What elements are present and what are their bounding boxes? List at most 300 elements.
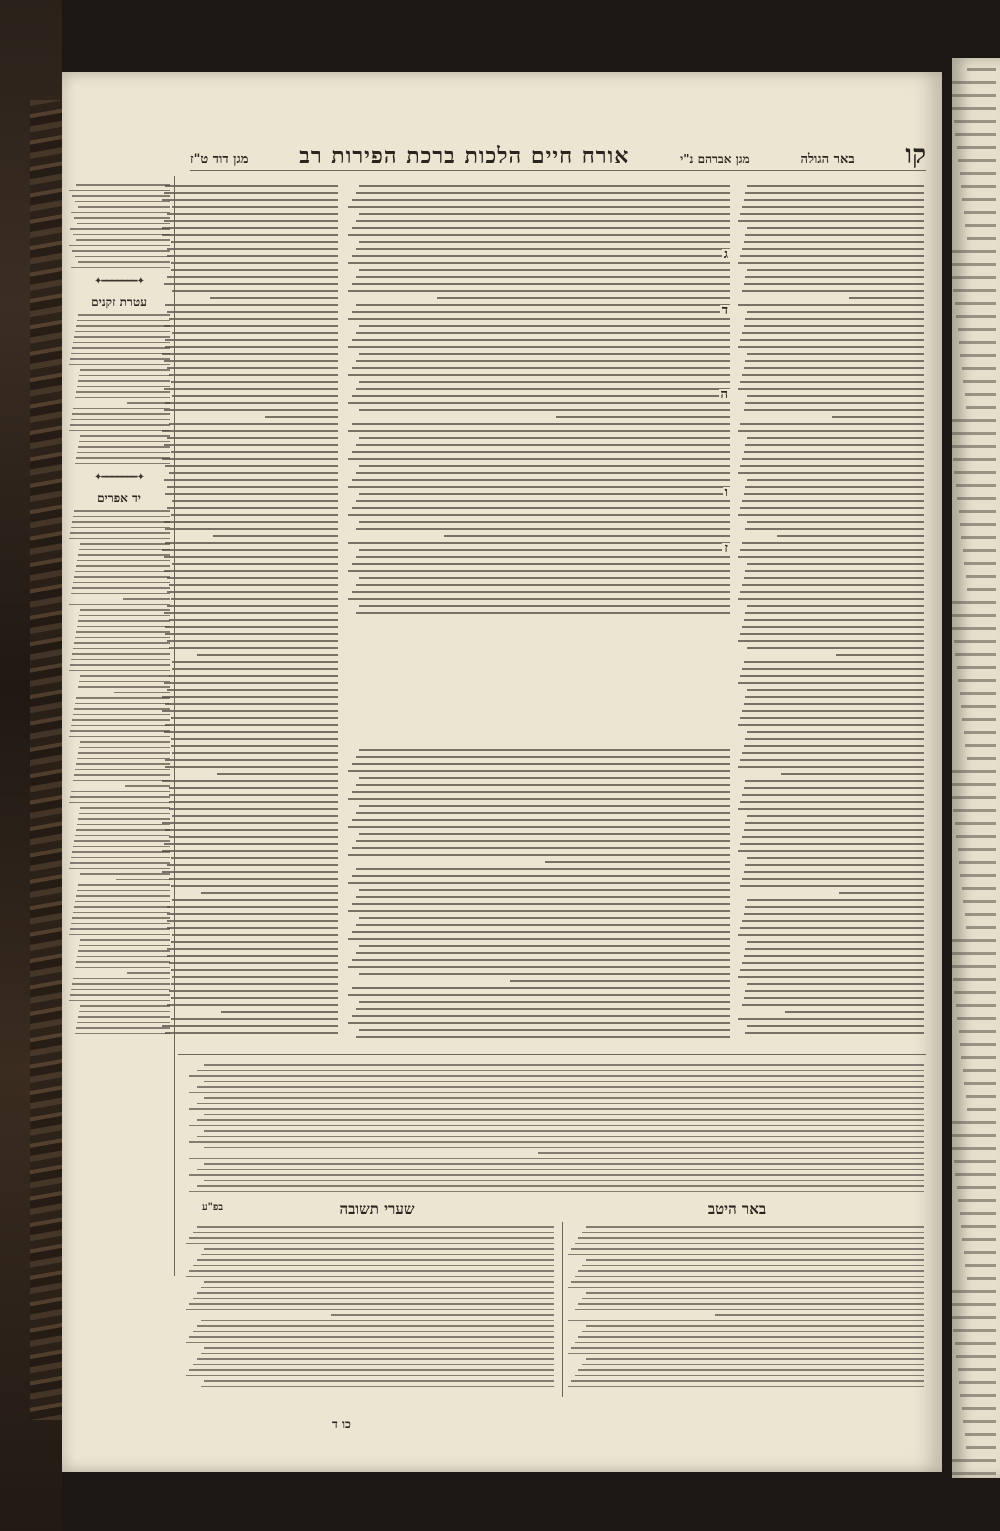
- text-line: [586, 1292, 924, 1294]
- text-line: [162, 199, 338, 201]
- text-line: [165, 402, 338, 404]
- footer-signature: כו ד: [332, 1417, 351, 1431]
- text-line: [79, 1011, 170, 1013]
- text-line: [359, 577, 730, 579]
- text-line: [348, 1022, 730, 1024]
- text-line: [186, 1276, 554, 1278]
- text-line: [167, 437, 338, 439]
- text-line: [738, 976, 924, 978]
- text-line: [77, 452, 170, 454]
- text-line: [742, 920, 924, 922]
- facing-text-line: [952, 432, 996, 435]
- text-line: [78, 620, 170, 622]
- facing-text-line: [956, 1004, 996, 1007]
- facing-text-line: [952, 1147, 996, 1150]
- facing-text-line: [960, 1212, 996, 1215]
- text-line: [79, 681, 170, 683]
- text-line: [348, 262, 730, 264]
- text-line: [204, 1380, 554, 1382]
- text-line: [189, 1270, 554, 1272]
- text-line: [125, 785, 170, 787]
- text-line: [359, 269, 730, 271]
- text-line: [352, 339, 730, 341]
- text-line: [745, 864, 924, 866]
- text-line: [169, 801, 338, 803]
- text-line: [747, 311, 924, 313]
- text-line: [738, 262, 924, 264]
- text-line: [747, 185, 924, 187]
- facing-text-line: [966, 1446, 996, 1449]
- facing-text-line: [952, 276, 996, 279]
- text-line: [189, 1174, 924, 1176]
- text-line: [742, 458, 924, 460]
- text-line: [738, 304, 924, 306]
- text-line: [189, 1108, 924, 1110]
- text-line: [167, 948, 338, 950]
- text-line: [575, 1276, 924, 1278]
- text-line: [78, 686, 170, 688]
- text-line: [171, 514, 338, 516]
- text-line: [79, 441, 170, 443]
- main-commentary: [344, 744, 730, 1044]
- facing-text-line: [952, 81, 996, 84]
- text-line: [742, 584, 924, 586]
- text-line: [186, 1375, 554, 1377]
- text-line: [738, 640, 924, 642]
- text-line: [71, 593, 170, 595]
- text-line: [171, 1018, 338, 1020]
- text-line: [169, 990, 338, 992]
- text-line: [73, 516, 170, 518]
- text-line: [538, 1152, 924, 1154]
- text-line: [359, 185, 730, 187]
- text-line: [78, 380, 170, 382]
- text-line: [197, 1070, 924, 1072]
- ornament-divider: ✦━━━━━━━✦: [94, 472, 144, 483]
- text-line: [352, 255, 730, 257]
- text-line: [742, 962, 924, 964]
- paragraph-marker: ד: [721, 303, 728, 318]
- facing-text-line: [962, 1238, 996, 1241]
- text-line: [77, 386, 170, 388]
- text-line: [75, 1033, 170, 1035]
- text-line: [167, 591, 338, 593]
- text-line: [74, 510, 170, 512]
- facing-text-line: [958, 679, 996, 682]
- facing-text-line: [952, 1316, 996, 1319]
- facing-text-line: [963, 549, 996, 552]
- text-line: [167, 367, 338, 369]
- text-line: [738, 808, 924, 810]
- text-line: [162, 696, 338, 698]
- text-line: [77, 1022, 170, 1024]
- text-line: [348, 966, 730, 968]
- text-line: [742, 542, 924, 544]
- text-line: [738, 934, 924, 936]
- text-line: [348, 882, 730, 884]
- text-line: [197, 1086, 924, 1088]
- text-line: [356, 276, 730, 278]
- text-line: [80, 873, 170, 875]
- text-line: [356, 584, 730, 586]
- side-column: [68, 180, 170, 1270]
- text-line: [352, 199, 730, 201]
- text-line: [172, 976, 338, 978]
- text-line: [169, 878, 338, 880]
- facing-text-line: [967, 1108, 996, 1111]
- text-line: [171, 885, 338, 887]
- text-line: [744, 577, 924, 579]
- text-line: [356, 612, 730, 614]
- text-line: [747, 647, 924, 649]
- text-line: [167, 689, 338, 691]
- facing-text-line: [952, 1121, 996, 1124]
- text-line: [352, 875, 730, 877]
- facing-text-line: [964, 562, 996, 565]
- text-line: [69, 670, 170, 672]
- text-line: [70, 424, 170, 426]
- text-line: [745, 990, 924, 992]
- text-line: [356, 444, 730, 446]
- text-line: [348, 290, 730, 292]
- facing-text-line: [952, 601, 996, 604]
- text-line: [356, 1036, 730, 1038]
- text-line: [356, 528, 730, 530]
- text-line: [352, 847, 730, 849]
- text-line: [165, 703, 338, 705]
- text-line: [167, 920, 338, 922]
- wide-commentary: [182, 1060, 924, 1195]
- facing-text-line: [960, 354, 996, 357]
- text-line: [77, 223, 170, 225]
- text-line: [75, 256, 170, 258]
- text-line: [162, 353, 338, 355]
- text-line: [69, 364, 170, 366]
- text-line: [745, 402, 924, 404]
- text-line: [77, 824, 170, 826]
- text-line: [165, 542, 338, 544]
- text-line: [189, 1125, 924, 1127]
- text-line: [204, 1147, 924, 1149]
- text-line: [171, 451, 338, 453]
- text-line: [738, 388, 924, 390]
- text-line: [745, 612, 924, 614]
- book-cover-edge: [0, 0, 62, 1531]
- text-line: [171, 262, 338, 264]
- text-line: [359, 409, 730, 411]
- text-line: [352, 791, 730, 793]
- text-line: [348, 854, 730, 856]
- text-line: [189, 1141, 924, 1143]
- text-line: [171, 941, 338, 943]
- text-line: [76, 961, 170, 963]
- text-line: [352, 227, 730, 229]
- text-line: [348, 938, 730, 940]
- text-line: [80, 609, 170, 611]
- text-line: [582, 1331, 924, 1333]
- facing-text-line: [960, 692, 996, 695]
- section-rule: [178, 1054, 926, 1055]
- text-line: [72, 413, 170, 415]
- text-line: [73, 408, 170, 410]
- text-line: [586, 1358, 924, 1360]
- text-line: [73, 582, 170, 584]
- text-line: [575, 1309, 924, 1311]
- text-line: [832, 416, 924, 418]
- text-line: [352, 903, 730, 905]
- text-line: [740, 465, 924, 467]
- text-line: [744, 829, 924, 831]
- facing-text-line: [965, 913, 996, 916]
- text-line: [745, 738, 924, 740]
- text-line: [359, 777, 730, 779]
- facing-text-line: [956, 835, 996, 838]
- text-line: [189, 1369, 554, 1371]
- text-line: [71, 419, 170, 421]
- text-line: [744, 619, 924, 621]
- text-line: [167, 640, 338, 642]
- text-line: [348, 234, 730, 236]
- text-line: [204, 1281, 554, 1283]
- facing-text-line: [954, 991, 996, 994]
- text-line: [197, 1292, 554, 1294]
- text-line: [742, 206, 924, 208]
- text-line: [356, 332, 730, 334]
- text-line: [356, 896, 730, 898]
- text-line: [740, 759, 924, 761]
- text-line: [70, 928, 170, 930]
- facing-text-line: [967, 237, 996, 240]
- text-line: [747, 689, 924, 691]
- facing-text-line: [956, 484, 996, 487]
- text-line: [79, 813, 170, 815]
- text-line: [76, 763, 170, 765]
- facing-text-line: [963, 900, 996, 903]
- text-line: [167, 955, 338, 957]
- text-line: [740, 675, 924, 677]
- text-line: [75, 397, 170, 399]
- text-line: [742, 248, 924, 250]
- text-line: [745, 696, 924, 698]
- text-line: [171, 969, 338, 971]
- text-line: [745, 1032, 924, 1034]
- text-line: [359, 945, 730, 947]
- text-line: [356, 220, 730, 222]
- text-line: [79, 945, 170, 947]
- text-line: [73, 648, 170, 650]
- text-line: [69, 1000, 170, 1002]
- text-line: [781, 773, 924, 775]
- text-line: [348, 374, 730, 376]
- facing-text-line: [955, 822, 996, 825]
- text-line: [745, 948, 924, 950]
- text-line: [80, 675, 170, 677]
- text-line: [169, 374, 338, 376]
- text-line: [745, 444, 924, 446]
- text-line: [78, 884, 170, 886]
- text-line: [169, 472, 338, 474]
- text-line: [78, 1016, 170, 1018]
- facing-text-line: [955, 133, 996, 136]
- text-line: [164, 731, 338, 733]
- text-line: [556, 416, 730, 418]
- text-line: [745, 780, 924, 782]
- text-line: [165, 724, 338, 726]
- text-line: [359, 549, 730, 551]
- text-line: [738, 430, 924, 432]
- text-line: [331, 1314, 554, 1316]
- text-line: [356, 472, 730, 474]
- facing-text-line: [964, 731, 996, 734]
- text-line: [568, 1320, 924, 1322]
- header-magen-david: מגן דוד ט"ז: [190, 152, 249, 167]
- text-line: [747, 227, 924, 229]
- text-line: [74, 840, 170, 842]
- text-line: [545, 861, 730, 863]
- text-line: [79, 549, 170, 551]
- text-line: [70, 532, 170, 534]
- text-line: [359, 1029, 730, 1031]
- text-line: [747, 899, 924, 901]
- text-line: [740, 255, 924, 257]
- text-line: [356, 556, 730, 558]
- text-line: [69, 190, 170, 192]
- header-magen-avraham: מגן אברהם נ"י: [680, 152, 750, 166]
- text-line: [71, 267, 170, 269]
- yad-efraim-title: יד אפרים: [97, 491, 141, 505]
- facing-text-line: [963, 1069, 996, 1072]
- text-line: [76, 1027, 170, 1029]
- text-line: [359, 605, 730, 607]
- text-line: [71, 725, 170, 727]
- text-line: [578, 1303, 924, 1305]
- text-line: [352, 451, 730, 453]
- facing-text-line: [953, 458, 996, 461]
- ornament-divider: ✦━━━━━━━✦: [94, 276, 144, 287]
- text-line: [169, 675, 338, 677]
- text-line: [742, 626, 924, 628]
- text-line: [72, 719, 170, 721]
- text-line: [69, 245, 170, 247]
- text-line: [204, 1347, 554, 1349]
- text-line: [77, 626, 170, 628]
- text-line: [359, 749, 730, 751]
- text-line: [80, 369, 170, 371]
- text-line: [785, 1011, 924, 1013]
- ateret-zekenim-title: עטרת זקנים: [91, 295, 147, 309]
- text-line: [77, 956, 170, 958]
- text-line: [165, 339, 338, 341]
- facing-text-line: [963, 1420, 996, 1423]
- text-line: [69, 604, 170, 606]
- text-line: [76, 457, 170, 459]
- text-line: [738, 766, 924, 768]
- text-line: [164, 325, 338, 327]
- text-line: [169, 962, 338, 964]
- text-line: [738, 472, 924, 474]
- text-line: [197, 1358, 554, 1360]
- text-line: [167, 864, 338, 866]
- facing-text-line: [966, 1095, 996, 1098]
- text-line: [197, 654, 338, 656]
- text-line: [169, 584, 338, 586]
- header-title: אורח חיים הלכות ברכת הפירות רב: [299, 143, 630, 169]
- text-line: [167, 927, 338, 929]
- text-line: [742, 374, 924, 376]
- text-line: [352, 591, 730, 593]
- text-line: [359, 437, 730, 439]
- text-line: [352, 507, 730, 509]
- facing-text-line: [952, 250, 996, 253]
- text-line: [69, 802, 170, 804]
- facing-text-line: [958, 848, 996, 851]
- text-line: [165, 493, 338, 495]
- text-line: [571, 1248, 924, 1250]
- facing-text-line: [961, 536, 996, 539]
- text-line: [162, 227, 338, 229]
- text-line: [348, 458, 730, 460]
- text-line: [167, 605, 338, 607]
- facing-text-line: [959, 1381, 996, 1384]
- text-line: [79, 747, 170, 749]
- text-line: [171, 598, 338, 600]
- facing-text-line: [958, 159, 996, 162]
- facing-text-line: [957, 146, 996, 149]
- text-line: [747, 983, 924, 985]
- text-line: [356, 1008, 730, 1010]
- facing-text-line: [967, 588, 996, 591]
- text-line: [70, 664, 170, 666]
- text-line: [167, 276, 338, 278]
- facing-text-line: [960, 1043, 996, 1046]
- text-line: [79, 375, 170, 377]
- facing-text-line: [964, 1082, 996, 1085]
- text-line: [186, 1309, 554, 1311]
- text-line: [72, 587, 170, 589]
- text-line: [193, 1232, 554, 1234]
- text-line: [578, 1369, 924, 1371]
- text-line: [738, 598, 924, 600]
- footer-catchword: בפ"ע: [202, 1202, 224, 1213]
- text-line: [359, 833, 730, 835]
- facing-text-line: [955, 1342, 996, 1345]
- text-line: [742, 878, 924, 880]
- text-line: [352, 423, 730, 425]
- text-line: [70, 228, 170, 230]
- text-line: [169, 647, 338, 649]
- facing-text-line: [954, 471, 996, 474]
- text-line: [75, 637, 170, 639]
- text-line: [162, 549, 338, 551]
- text-line: [348, 798, 730, 800]
- text-line: [582, 1364, 924, 1366]
- facing-text-line: [952, 1303, 996, 1306]
- text-line: [747, 857, 924, 859]
- text-line: [70, 358, 170, 360]
- text-line: [164, 479, 338, 481]
- text-line: [742, 836, 924, 838]
- text-line: [740, 213, 924, 215]
- text-line: [165, 185, 338, 187]
- text-line: [71, 923, 170, 925]
- text-line: [169, 808, 338, 810]
- text-line: [738, 1018, 924, 1020]
- text-line: [172, 934, 338, 936]
- facing-text-line: [965, 1264, 996, 1267]
- facing-text-line: [952, 107, 996, 110]
- text-line: [356, 952, 730, 954]
- facing-text-line: [953, 289, 996, 292]
